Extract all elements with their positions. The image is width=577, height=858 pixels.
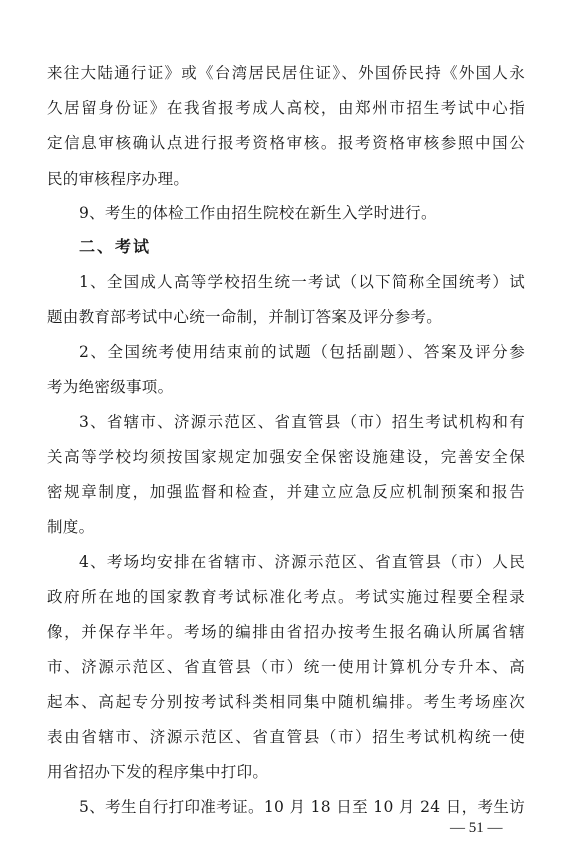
paragraph-line: 1、全国成人高等学校招生统一考试（以下简称全国统考）试 (79, 273, 525, 291)
section-heading: 二、考试 (79, 237, 152, 256)
paragraph-line: 制度。 (47, 518, 95, 536)
page-number: — 51 — (450, 820, 503, 836)
paragraph-line: 表由省辖市、济源示范区、省直管县（市）招生考试机构统一使 (47, 728, 525, 746)
paragraph-line: 题由教育部考试中心统一命制，并制订答案及评分参考。 (47, 308, 443, 326)
paragraph-line: 民的审核程序办理。 (47, 170, 190, 188)
paragraph-line: 起本、高起专分别按考试科类相同集中随机编排。考生考场座次 (47, 693, 525, 711)
paragraph-line: 像，并保存半年。考场的编排由省招办按考生报名确认所属省辖 (47, 623, 525, 641)
paragraph-line: 5、考生自行打印准考证。10 月 18 日至 10 月 24 日，考生访 (79, 798, 525, 816)
paragraph-line: 市、济源示范区、省直管县（市）统一使用计算机分专升本、高 (47, 658, 525, 676)
paragraph-line: 政府所在地的国家教育考试标准化考点。考试实施过程要全程录 (47, 588, 525, 606)
paragraph-line: 2、全国统考使用结束前的试题（包括副题）、答案及评分参 (79, 343, 525, 361)
paragraph-line: 关高等学校均须按国家规定加强安全保密设施建设，完善安全保 (47, 448, 525, 466)
paragraph-line: 密规章制度，加强监督和检查，并建立应急反应机制预案和报告 (47, 483, 525, 501)
paragraph-line: 3、省辖市、济源示范区、省直管县（市）招生考试机构和有 (79, 413, 525, 431)
paragraph-line: 用省招办下发的程序集中打印。 (47, 763, 269, 781)
paragraph-line: 考为绝密级事项。 (47, 378, 174, 396)
paragraph-line: 9、考生的体检工作由招生院校在新生入学时进行。 (79, 204, 437, 222)
paragraph-line: 定信息审核确认点进行报考资格审核。报考资格审核参照中国公 (47, 134, 525, 152)
paragraph-line: 久居留身份证》在我省报考成人高校，由郑州市招生考试中心指 (47, 99, 525, 117)
paragraph-line: 4、考场均安排在省辖市、济源示范区、省直管县（市）人民 (79, 553, 525, 571)
paragraph-line: 来往大陆通行证》或《台湾居民居住证》、外国侨民持《外国人永 (47, 64, 525, 82)
